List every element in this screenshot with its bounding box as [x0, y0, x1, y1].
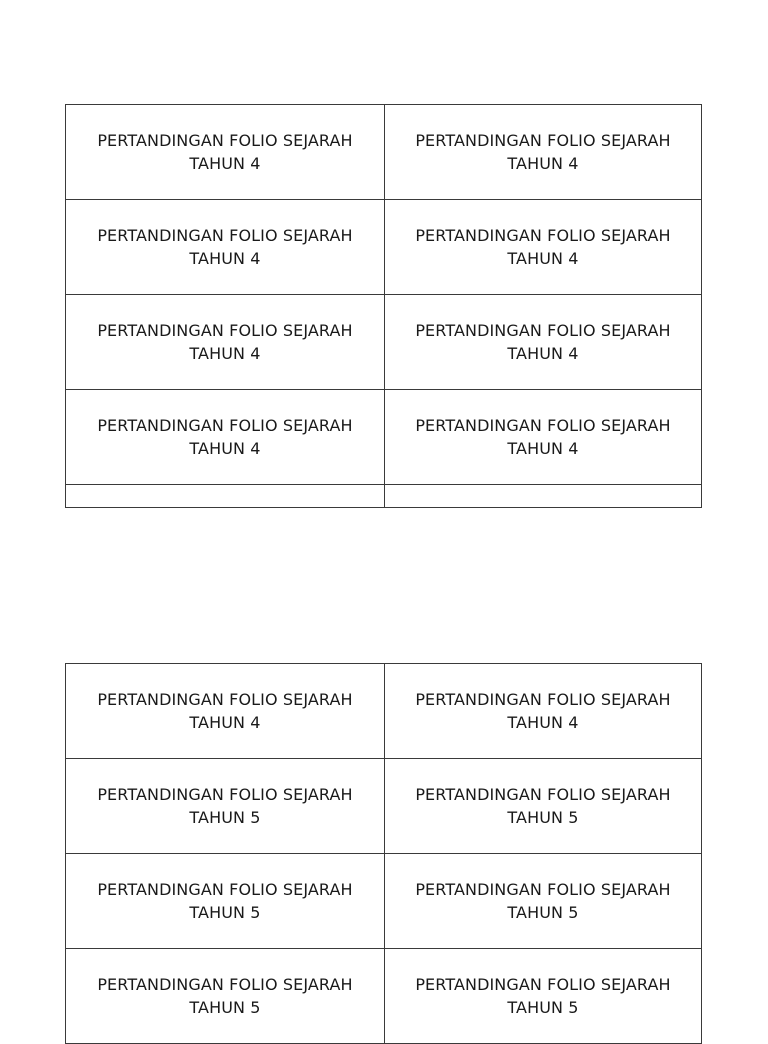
label-title: PERTANDINGAN FOLIO SEJARAH	[97, 226, 353, 245]
label-cell	[385, 854, 702, 949]
table-row	[66, 200, 702, 295]
label-year: TAHUN 4	[189, 249, 261, 268]
label-year: TAHUN 5	[189, 808, 261, 827]
label-title: PERTANDINGAN FOLIO SEJARAH	[97, 690, 353, 709]
empty-cell	[385, 485, 702, 508]
table-row	[66, 664, 702, 759]
label-title: PERTANDINGAN FOLIO SEJARAH	[97, 416, 353, 435]
label-title: PERTANDINGAN FOLIO SEJARAH	[97, 785, 353, 804]
empty-table-row	[66, 485, 702, 508]
label-title: PERTANDINGAN FOLIO SEJARAH	[415, 785, 671, 804]
table-row	[66, 759, 702, 854]
label-table-1	[65, 104, 702, 508]
label-year: TAHUN 5	[507, 998, 579, 1017]
label-year: TAHUN 4	[507, 344, 579, 363]
table-row	[66, 854, 702, 949]
label-cell	[385, 664, 702, 759]
label-year: TAHUN 4	[189, 154, 261, 173]
label-year: TAHUN 4	[189, 439, 261, 458]
label-year: TAHUN 4	[189, 344, 261, 363]
label-cell	[66, 105, 385, 200]
label-title: PERTANDINGAN FOLIO SEJARAH	[415, 880, 671, 899]
label-cell	[385, 105, 702, 200]
label-cell	[385, 200, 702, 295]
label-title: PERTANDINGAN FOLIO SEJARAH	[97, 880, 353, 899]
label-title: PERTANDINGAN FOLIO SEJARAH	[415, 226, 671, 245]
label-cell	[385, 390, 702, 485]
label-year: TAHUN 5	[189, 903, 261, 922]
table-row	[66, 390, 702, 485]
label-year: TAHUN 4	[507, 439, 579, 458]
label-title: PERTANDINGAN FOLIO SEJARAH	[415, 416, 671, 435]
table-row	[66, 105, 702, 200]
label-cell	[66, 200, 385, 295]
label-cell	[66, 390, 385, 485]
label-title: PERTANDINGAN FOLIO SEJARAH	[415, 131, 671, 150]
label-year: TAHUN 5	[189, 998, 261, 1017]
label-cell	[66, 759, 385, 854]
label-title: PERTANDINGAN FOLIO SEJARAH	[415, 690, 671, 709]
label-year: TAHUN 4	[507, 154, 579, 173]
table-row	[66, 949, 702, 1044]
label-title: PERTANDINGAN FOLIO SEJARAH	[415, 321, 671, 340]
label-year: TAHUN 4	[189, 713, 261, 732]
label-title: PERTANDINGAN FOLIO SEJARAH	[97, 975, 353, 994]
label-title: PERTANDINGAN FOLIO SEJARAH	[97, 321, 353, 340]
table-row	[66, 295, 702, 390]
label-title: PERTANDINGAN FOLIO SEJARAH	[97, 131, 353, 150]
label-title: PERTANDINGAN FOLIO SEJARAH	[415, 975, 671, 994]
label-cell	[385, 295, 702, 390]
empty-cell	[66, 485, 385, 508]
label-year: TAHUN 4	[507, 249, 579, 268]
label-year: TAHUN 4	[507, 713, 579, 732]
label-table-2	[65, 663, 702, 1044]
label-cell	[385, 949, 702, 1044]
label-cell	[66, 949, 385, 1044]
label-cell	[385, 759, 702, 854]
label-year: TAHUN 5	[507, 903, 579, 922]
label-cell	[66, 854, 385, 949]
label-year: TAHUN 5	[507, 808, 579, 827]
label-cell	[66, 664, 385, 759]
label-cell	[66, 295, 385, 390]
